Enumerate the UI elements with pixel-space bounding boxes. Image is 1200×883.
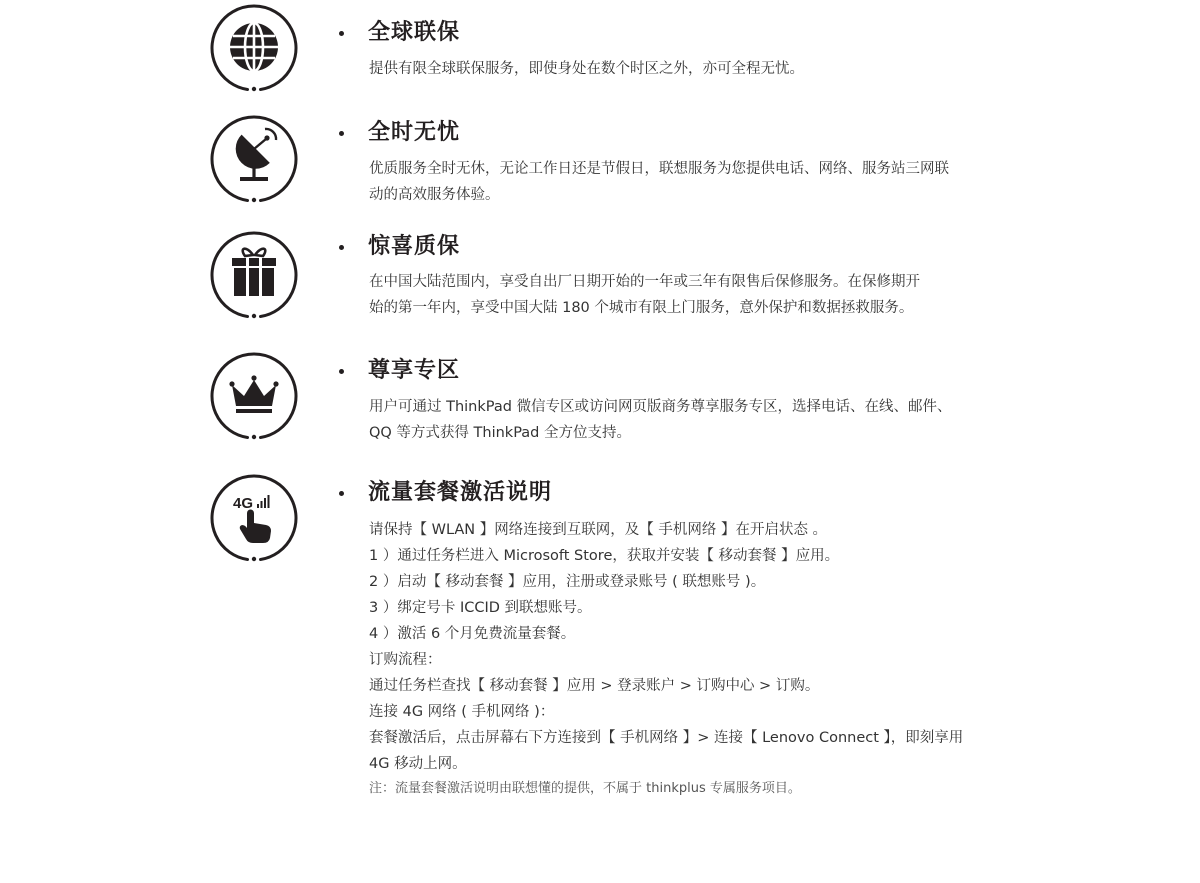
section-description [369,269,1019,321]
gift-icon [210,231,298,319]
description-line: 优质服务全时无休，无论工作日还是节假日，联想服务为您提供电话、网络、服务站三网联 [369,161,949,177]
section-description [369,394,1019,446]
bullet-dot [338,368,346,376]
globe-icon [210,4,298,92]
bullet-dot [338,490,346,498]
description-line: 3 ）绑定号卡 ICCID 到联想账号。 [369,600,592,616]
description-line: 4G 移动上网。 [369,756,467,772]
description-line: 提供有限全球联保服务，即使身处在数个时区之外，亦可全程无忧。 [369,61,804,77]
description-line: 1 ）通过任务栏进入 Microsoft Store，获取并安装【 移动套餐 】应用。 [369,548,840,564]
section-description [369,156,1019,208]
bullet-dot [338,244,346,252]
bullet-dot [338,130,346,138]
description-line: 4 ）激活 6 个月免费流量套餐。 [369,626,576,642]
bullet-dot [338,30,346,38]
description-line: 2 ）启动【 移动套餐 】应用，注册或登录账号 ( 联想账号 )。 [369,574,766,590]
description-line: 连接 4G 网络 ( 手机网络 )： [369,704,555,720]
description-line: 请保持【 WLAN 】网络连接到互联网，及【 手机网络 】在开启状态 。 [369,522,828,538]
section-description [369,56,1019,82]
section-title: 全时无忧 [368,120,461,145]
crown-icon [210,352,298,440]
section-description [369,517,1019,801]
description-line: 套餐激活后，点击屏幕右下方连接到【 手机网络 】> 连接【 Lenovo Connect 】，即刻享用 [369,730,964,746]
footnote: 注：流量套餐激活说明由联想懂的提供，不属于 thinkplus 专属服务项目。 [369,781,801,796]
description-line: 在中国大陆范围内，享受自出厂日期开始的一年或三年有限售后保修服务。在保修期开 [369,274,920,290]
4g-label: 4G [233,495,254,512]
section-title: 全球联保 [368,20,461,45]
description-line: 用户可通过 ThinkPad 微信专区或访问网页版商务尊享服务专区，选择电话、在线、邮件、 [369,399,952,415]
section-title: 惊喜质保 [368,234,461,259]
satellite-dish-icon [210,115,298,203]
section-title: 流量套餐激活说明 [368,480,553,505]
description-line: 订购流程： [369,652,442,668]
4g-touch-icon [210,474,298,562]
section-title: 尊享专区 [368,358,461,383]
description-line: 动的高效服务体验。 [369,187,500,203]
description-line: 始的第一年内，享受中国大陆 180 个城市有限上门服务，意外保护和数据拯救服务。 [369,300,914,316]
description-line: 通过任务栏查找【 移动套餐 】应用 > 登录账户 > 订购中心 > 订购。 [369,678,820,694]
description-line: QQ 等方式获得 ThinkPad 全方位支持。 [369,425,631,441]
